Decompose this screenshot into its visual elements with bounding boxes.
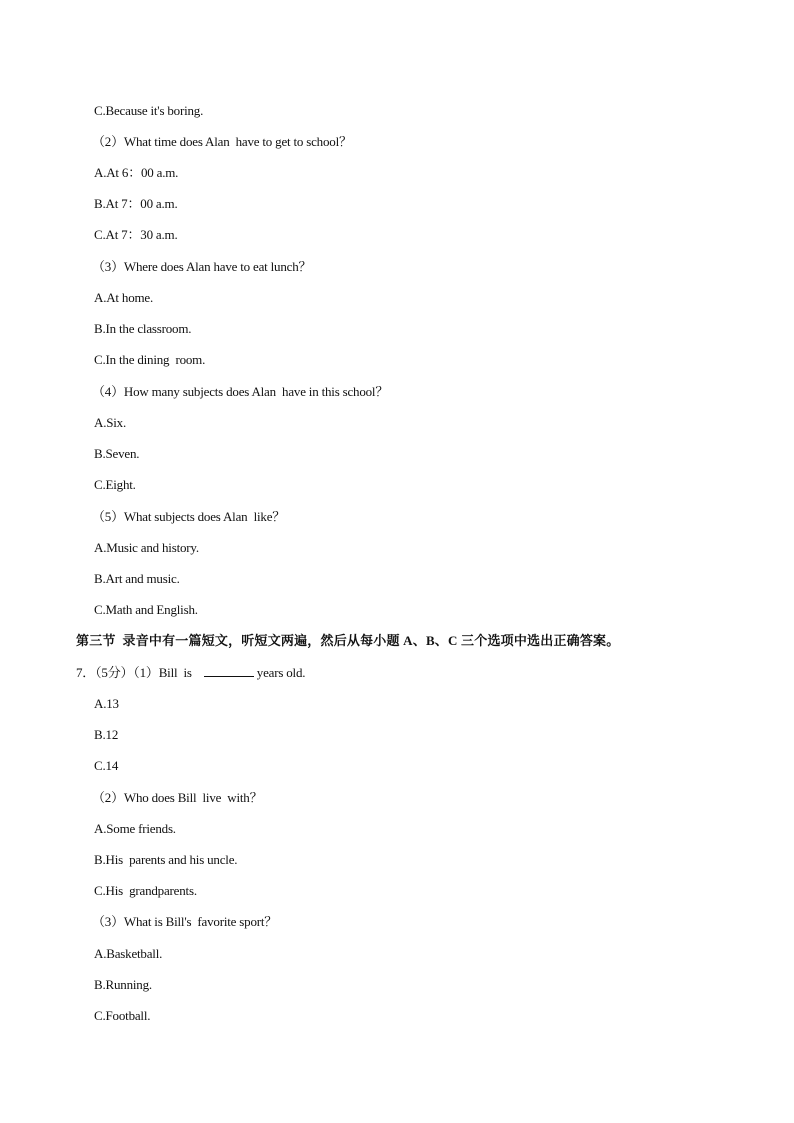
question-7-stem bbox=[76, 665, 305, 681]
option-text: B.At 7：00 a.m. bbox=[94, 196, 178, 211]
question-label: （2）Who does Bill live with？ bbox=[92, 790, 263, 805]
option-text: C.Eight. bbox=[94, 477, 136, 492]
question-label: （5）What subjects does Alan like？ bbox=[92, 509, 286, 524]
option-text: A.Six. bbox=[94, 415, 127, 430]
option-text: C.His grandparents. bbox=[94, 883, 197, 898]
section-heading: 第三节 录音中有一篇短文，听短文两遍，然后从每小题 A、B、C 三个选项中选出正确答案。 bbox=[76, 633, 620, 648]
option-text: A.Some friends. bbox=[94, 821, 176, 836]
option-text: C.In the dining room. bbox=[94, 352, 206, 367]
question-number: 7．（5分）（1）Bill is bbox=[76, 665, 192, 680]
question-label: （3）What is Bill's favorite sport？ bbox=[92, 914, 278, 929]
option-text: B.12 bbox=[94, 727, 119, 742]
question-label: （2）What time does Alan have to get to school？ bbox=[92, 134, 352, 149]
option-text: C.Football. bbox=[94, 1008, 151, 1023]
option-text: B.His parents and his uncle. bbox=[94, 852, 238, 867]
option-text: A.At home. bbox=[94, 290, 154, 305]
answer-blank bbox=[204, 665, 254, 677]
option-text: B.Art and music. bbox=[94, 571, 180, 586]
option-text: B.Running. bbox=[94, 977, 152, 992]
option-text: C.At 7：30 a.m. bbox=[94, 227, 178, 242]
question-label: （3）Where does Alan have to eat lunch？ bbox=[92, 259, 312, 274]
option-text: C.14 bbox=[94, 758, 119, 773]
option-text: A.At 6：00 a.m. bbox=[94, 165, 179, 180]
option-text: B.In the classroom. bbox=[94, 321, 192, 336]
question-stem-end: years old. bbox=[256, 665, 306, 680]
option-text: C.Math and English. bbox=[94, 602, 198, 617]
option-text: A.Basketball. bbox=[94, 946, 163, 961]
question-label: （4）How many subjects does Alan have in this school？ bbox=[92, 384, 389, 399]
option-text: C.Because it's boring. bbox=[94, 103, 204, 118]
option-text: A.13 bbox=[94, 696, 119, 711]
option-text: A.Music and history. bbox=[94, 540, 199, 555]
option-text: B.Seven. bbox=[94, 446, 140, 461]
